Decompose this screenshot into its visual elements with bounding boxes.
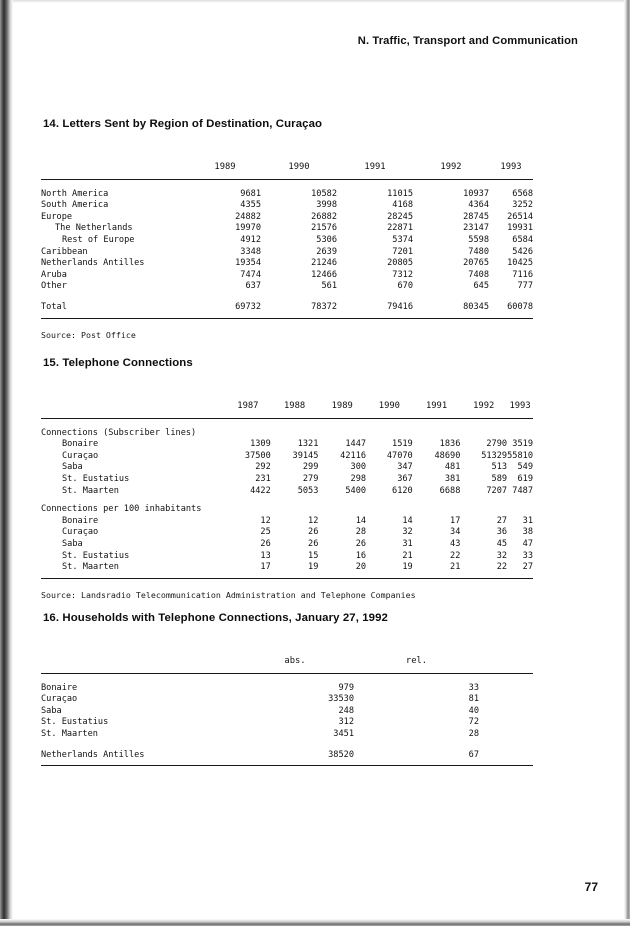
cell: 7474 [240, 269, 261, 280]
page-edge-top [0, 0, 630, 3]
row-label: Netherlands Antilles [41, 741, 236, 766]
cell: 17 [225, 562, 271, 578]
cell: 19 [366, 562, 413, 578]
cell: 37500 [244, 450, 271, 461]
cell: 777 [517, 281, 533, 292]
table-16-spacer [479, 652, 533, 673]
row-label: Saba [41, 705, 62, 716]
row-label: St. Eustatius [41, 717, 109, 728]
table-15-title: 15. Telephone Connections [43, 357, 193, 369]
cell: 7201 [392, 246, 413, 257]
cell: 48690 [434, 450, 461, 461]
row-label: St. Maarten [41, 728, 98, 739]
table-14-col-1991: 1991 [364, 162, 386, 172]
table-15-col-1988: 1988 [283, 401, 306, 411]
row-label: St. Eustatius [62, 550, 130, 561]
table-row [41, 562, 533, 578]
cell: 38520 [236, 741, 354, 766]
cell: 3252 [512, 200, 533, 211]
cell: 24882 [235, 211, 261, 222]
cell: 20 [318, 562, 366, 578]
table-15-source: Source: Landsradio Telecommunication Administration and Telephone Companies [41, 589, 416, 600]
table-row [41, 516, 533, 528]
cell: 10937 [463, 188, 489, 199]
table-14-col-1993: 1993 [500, 162, 522, 172]
table-14-source: Source: Post Office [41, 329, 136, 340]
table-16-header-row [41, 652, 533, 673]
row-label: St. Maarten [41, 562, 225, 578]
cell-spacer [479, 717, 533, 729]
table-row [41, 462, 533, 474]
cell: 2639 [316, 246, 337, 257]
row-label: Saba [62, 462, 83, 473]
cell: 3451 [333, 728, 354, 739]
table-row [41, 451, 533, 463]
cell: 21 [413, 562, 461, 578]
cell: 12 [260, 515, 271, 526]
cell-spacer [479, 729, 533, 741]
cell: 481 [444, 462, 461, 473]
cell: 34 [450, 527, 461, 538]
table-14-col-1989: 1989 [214, 162, 236, 172]
table-16-total-row [41, 741, 533, 766]
cell: 67 [354, 741, 479, 766]
cell: 22871 [387, 223, 413, 234]
cell-spacer [479, 741, 533, 766]
cell: 79416 [337, 293, 413, 318]
table-14-total-row [41, 293, 533, 318]
row-label: Rest of Europe [62, 234, 135, 245]
cell: 231 [255, 473, 271, 484]
cell: 13 [260, 550, 271, 561]
table-15 [41, 397, 533, 579]
cell: 6568 [512, 188, 533, 199]
table-row [41, 694, 533, 706]
cell: 19354 [235, 258, 261, 269]
cell-spacer [479, 694, 533, 706]
row-label: Curaçao [62, 450, 99, 461]
row-label: Netherlands Antilles [41, 258, 145, 269]
cell: 6584 [512, 234, 533, 245]
cell: 51329 [481, 450, 508, 461]
cell: 69732 [189, 293, 261, 318]
cell: 28 [355, 527, 367, 538]
cell: 14 [355, 515, 367, 526]
cell: 42116 [340, 450, 367, 461]
table-15-col-1991: 1991 [425, 401, 448, 411]
table-row [41, 706, 533, 718]
cell: 248 [338, 705, 354, 716]
cell: 60078 [489, 293, 533, 318]
table-14-col-1990: 1990 [288, 162, 310, 172]
table-15-col-1993: 1993 [509, 401, 531, 411]
cell: 513 [491, 462, 508, 473]
row-label: Aruba [41, 269, 67, 280]
cell: 637 [245, 281, 261, 292]
cell: 22 [460, 562, 507, 578]
book-binding-shadow [0, 0, 13, 926]
cell: 33 [468, 682, 479, 693]
table-16-col-abs: abs. [284, 656, 306, 666]
cell: 33 [522, 550, 533, 561]
cell: 55810 [507, 450, 533, 461]
table-row [41, 270, 533, 282]
cell: 32 [402, 527, 413, 538]
cell: 81 [468, 694, 479, 705]
table-15-col-1989: 1989 [331, 401, 353, 411]
cell: 16 [355, 550, 367, 561]
cell: 4168 [392, 200, 413, 211]
cell: 28 [468, 728, 479, 739]
cell: 5598 [468, 234, 489, 245]
cell: 15 [308, 550, 319, 561]
table-row [41, 673, 533, 694]
cell: 27 [507, 562, 533, 578]
table-row [41, 486, 533, 498]
row-label: Curaçao [41, 694, 78, 705]
table-row [41, 200, 533, 212]
table-row [41, 179, 533, 200]
table-16-col-rel: rel. [405, 656, 428, 666]
table-row [41, 247, 533, 259]
cell-spacer [479, 673, 533, 694]
cell: 36 [496, 527, 508, 538]
cell: 47070 [386, 450, 413, 461]
row-label: Caribbean [41, 246, 88, 257]
table-15-col-1992: 1992 [473, 401, 495, 411]
cell: 17 [450, 515, 461, 526]
table-row [41, 474, 533, 486]
cell: 40 [468, 705, 479, 716]
cell: 347 [397, 462, 413, 473]
cell: 549 [517, 462, 533, 473]
cell: 28245 [387, 211, 413, 222]
table-15-group-heading [41, 418, 533, 439]
cell: 367 [397, 473, 413, 484]
cell: 10582 [311, 188, 337, 199]
cell: 5374 [392, 234, 413, 245]
cell: 4422 [250, 485, 271, 496]
group-heading-label: Connections per 100 inhabitants [41, 504, 202, 515]
table-row [41, 439, 533, 451]
page-edge-right [624, 0, 630, 926]
cell: 1321 [297, 439, 319, 450]
cell: 25 [260, 527, 271, 538]
row-label: Curaçao [62, 527, 99, 538]
table-14-corner [41, 158, 189, 179]
cell: 19970 [235, 223, 261, 234]
cell: 32 [496, 550, 508, 561]
table-row [41, 527, 533, 539]
cell: 1447 [345, 439, 367, 450]
cell: 26514 [507, 211, 533, 222]
cell: 31 [522, 515, 533, 526]
table-row [41, 539, 533, 551]
row-label: North America [41, 188, 109, 199]
row-label: Saba [62, 538, 83, 549]
table-14-title: 14. Letters Sent by Region of Destination, Curaçao [43, 118, 323, 130]
cell: 12466 [311, 269, 337, 280]
cell: 26882 [311, 211, 337, 222]
cell: 9681 [240, 188, 261, 199]
table-15-col-1987: 1987 [237, 401, 259, 411]
cell: 33530 [328, 694, 354, 705]
cell: 298 [350, 473, 367, 484]
cell: 72 [468, 717, 479, 728]
cell: 7480 [468, 246, 489, 257]
cell: 10425 [507, 258, 533, 269]
table-14 [41, 158, 533, 319]
cell: 279 [302, 473, 319, 484]
cell: 19 [271, 562, 319, 578]
table-16 [41, 652, 533, 766]
running-head: N. Traffic, Transport and Communication [357, 35, 578, 47]
cell: 26 [308, 538, 319, 549]
cell: 26 [355, 538, 367, 549]
cell: 3348 [240, 246, 261, 257]
group-heading-label: Connections (Subscriber lines) [41, 427, 197, 438]
cell: 670 [397, 281, 413, 292]
table-14-body [41, 179, 533, 318]
cell: 39145 [292, 450, 319, 461]
cell: 78372 [261, 293, 337, 318]
table-16-title: 16. Households with Telephone Connections, January 27, 1992 [43, 612, 388, 624]
cell: 21576 [311, 223, 337, 234]
row-label: Other [41, 281, 67, 292]
table-row [41, 223, 533, 235]
cell: 21246 [311, 258, 337, 269]
row-label: Bonaire [62, 439, 99, 450]
cell: 26 [260, 538, 271, 549]
cell: 20805 [387, 258, 413, 269]
cell: 43 [450, 538, 461, 549]
table-16-body [41, 673, 533, 766]
cell: 1519 [392, 439, 413, 450]
cell: 1309 [250, 439, 271, 450]
cell-spacer [479, 706, 533, 718]
cell: 19931 [507, 223, 533, 234]
table-14-header-row [41, 158, 533, 179]
table-15-header-row [41, 397, 533, 418]
cell: 26 [308, 527, 319, 538]
cell: 7408 [468, 269, 489, 280]
cell: 31 [402, 538, 413, 549]
table-row [41, 551, 533, 563]
cell: 4912 [240, 234, 261, 245]
cell: 3998 [316, 200, 337, 211]
table-14-col-1992: 1992 [440, 162, 462, 172]
cell: 4355 [240, 200, 261, 211]
cell: 292 [255, 462, 271, 473]
cell: 7116 [512, 269, 533, 280]
cell: 645 [473, 281, 489, 292]
table-16-corner [41, 652, 236, 673]
table-row [41, 281, 533, 293]
cell: 6120 [392, 485, 413, 496]
cell: 619 [517, 473, 533, 484]
cell: 22 [450, 550, 461, 561]
row-label: Europe [41, 211, 73, 222]
cell: 4364 [468, 200, 489, 211]
cell: 7207 [486, 485, 508, 496]
cell: 381 [444, 473, 461, 484]
cell: 5306 [316, 234, 337, 245]
cell: 45 [496, 538, 508, 549]
cell: 7487 [512, 485, 533, 496]
cell: 38 [522, 527, 533, 538]
cell: 5400 [345, 485, 367, 496]
table-15-group-heading [41, 497, 533, 516]
cell: 979 [338, 682, 354, 693]
cell: 80345 [413, 293, 489, 318]
cell: 6688 [439, 485, 461, 496]
cell: 5426 [512, 246, 533, 257]
cell: 20765 [463, 258, 489, 269]
row-label: Bonaire [62, 515, 99, 526]
cell: 12 [308, 515, 319, 526]
cell: 5053 [297, 485, 319, 496]
row-label: Total [41, 293, 189, 318]
page-edge-bottom [0, 919, 630, 926]
cell: 561 [321, 281, 337, 292]
cell: 7312 [392, 269, 413, 280]
table-row [41, 258, 533, 270]
table-row [41, 235, 533, 247]
page-number: 77 [584, 880, 598, 894]
row-label: St. Eustatius [62, 473, 130, 484]
row-label: South America [41, 200, 109, 211]
table-row [41, 717, 533, 729]
row-label: Bonaire [41, 682, 78, 693]
cell: 21 [402, 550, 413, 561]
cell: 27 [496, 515, 508, 526]
cell: 2790 [486, 439, 508, 450]
cell: 589 [491, 473, 508, 484]
cell: 11015 [387, 188, 413, 199]
table-row [41, 212, 533, 224]
cell: 14 [402, 515, 413, 526]
table-15-corner [41, 397, 225, 418]
cell: 300 [350, 462, 367, 473]
section-table-15 [41, 357, 533, 600]
section-table-14 [41, 118, 533, 340]
cell: 1836 [439, 439, 461, 450]
section-table-16 [41, 612, 533, 766]
cell: 23147 [463, 223, 489, 234]
cell: 28745 [463, 211, 489, 222]
cell: 299 [302, 462, 319, 473]
cell: 47 [522, 538, 533, 549]
cell: 3519 [512, 439, 533, 450]
table-15-col-1990: 1990 [378, 401, 400, 411]
cell: 312 [338, 717, 354, 728]
row-label: St. Maarten [62, 485, 119, 496]
row-label: The Netherlands [55, 223, 133, 234]
table-row [41, 729, 533, 741]
table-15-body [41, 418, 533, 578]
